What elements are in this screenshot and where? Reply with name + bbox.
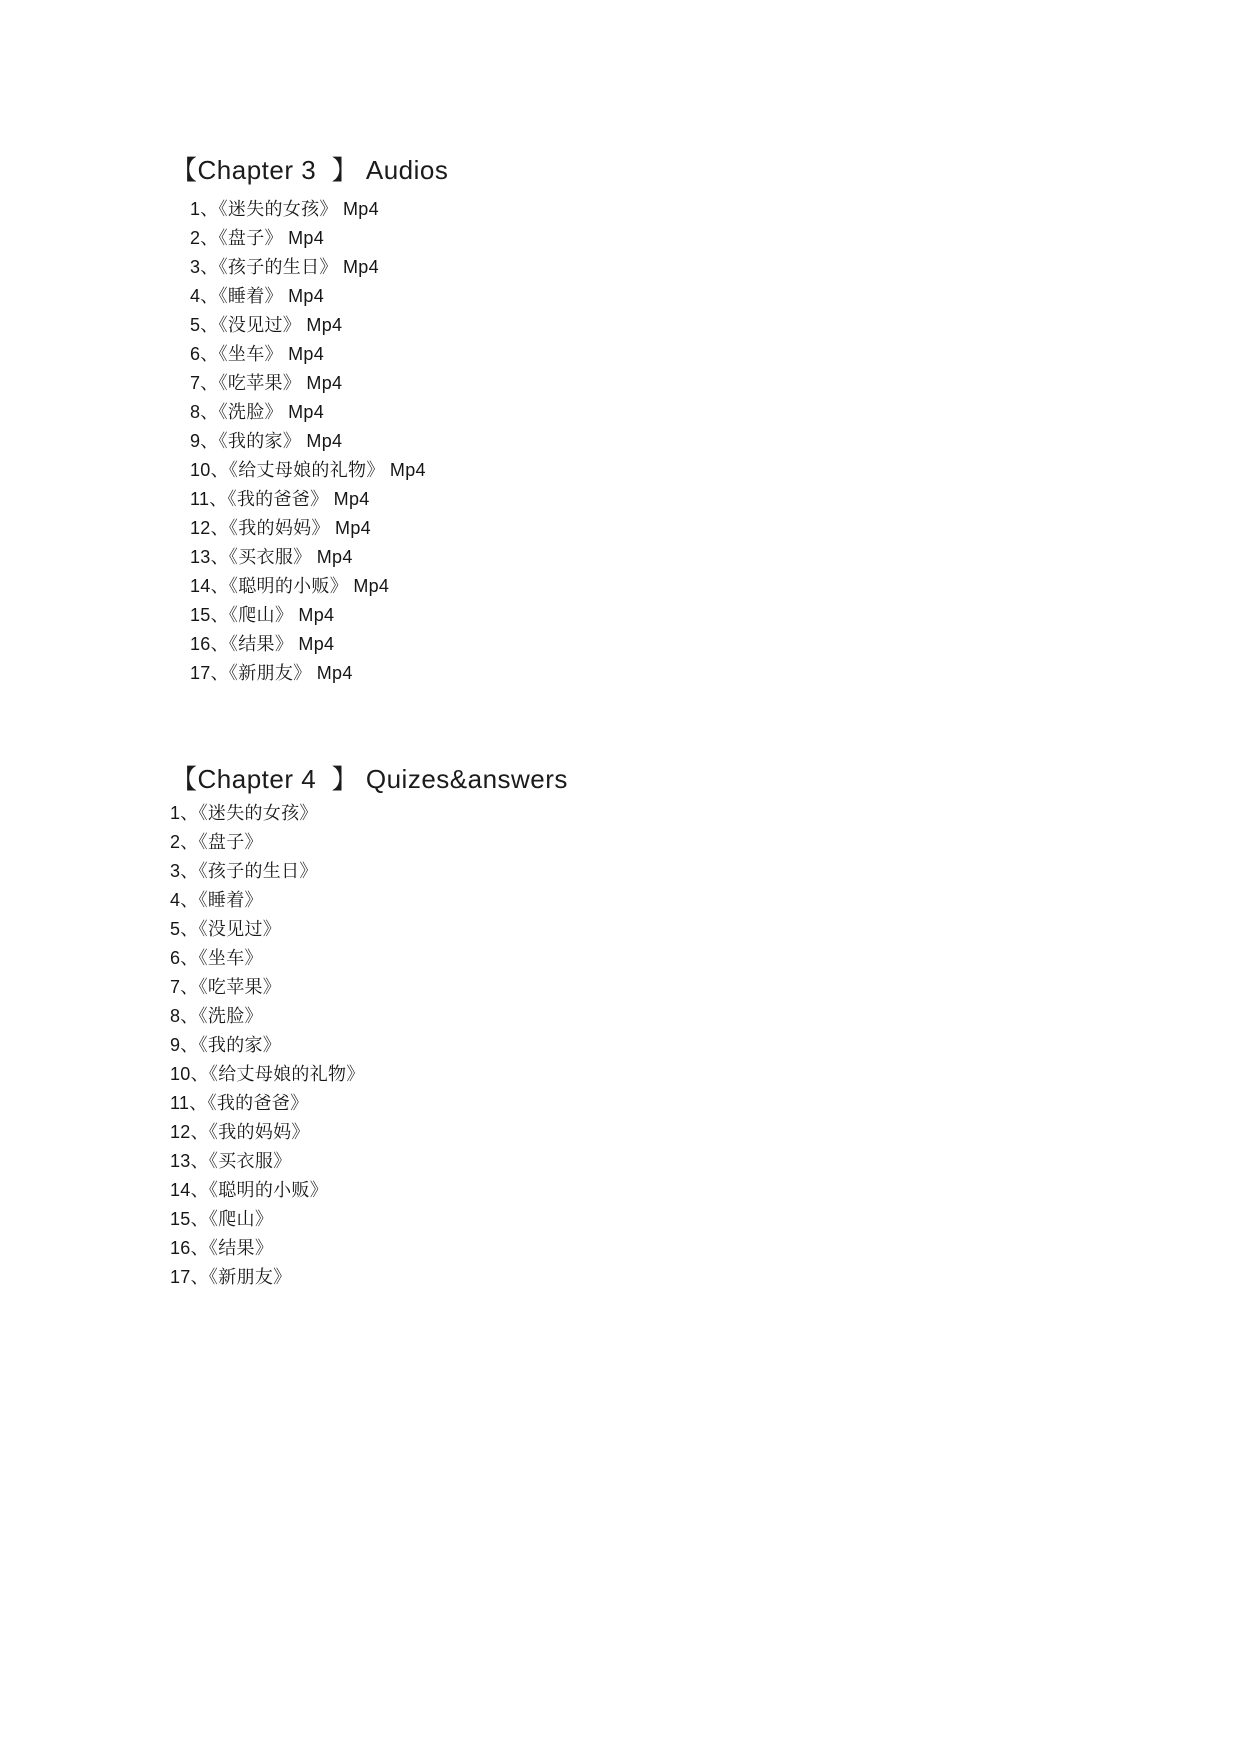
quiz-list-item: 16、《结果》 (170, 1238, 274, 1258)
quiz-list-item: 3、《孩子的生日》 (170, 861, 318, 881)
quiz-list-item: 8、《洗脸》 (170, 1006, 263, 1026)
audio-list-item: 5、《没见过》 Mp4 (190, 315, 343, 335)
quiz-list-item: 1、《迷失的女孩》 (170, 803, 318, 823)
quiz-list-item: 15、《爬山》 (170, 1209, 274, 1229)
quiz-list-item: 13、《买衣服》 (170, 1151, 292, 1171)
audio-list-item: 12、《我的妈妈》 Mp4 (190, 518, 371, 538)
quiz-list-item: 7、《吃苹果》 (170, 977, 282, 997)
quiz-list-item: 2、《盘子》 (170, 832, 263, 852)
quiz-list-item: 6、《坐车》 (170, 948, 263, 968)
audio-list-item: 8、《洗脸》 Mp4 (190, 402, 325, 422)
quiz-list-item: 12、《我的妈妈》 (170, 1122, 310, 1142)
chapter3-heading: 【Chapter 3 】 Audios (171, 155, 449, 185)
audio-list-item: 1、《迷失的女孩》 Mp4 (190, 199, 379, 219)
audio-list-item: 17、《新朋友》 Mp4 (190, 663, 353, 683)
chapter4-heading: 【Chapter 4 】 Quizes&answers (171, 764, 568, 794)
audio-list-item: 13、《买衣服》 Mp4 (190, 547, 353, 567)
chapter3-audio-list (190, 195, 426, 688)
audio-list-item: 15、《爬山》 Mp4 (190, 605, 335, 625)
audio-list-item: 7、《吃苹果》 Mp4 (190, 373, 343, 393)
audio-list-item: 10、《给丈母娘的礼物》 Mp4 (190, 460, 426, 480)
quiz-list-item: 10、《给丈母娘的礼物》 (170, 1064, 365, 1084)
audio-list-item: 3、《孩子的生日》 Mp4 (190, 257, 379, 277)
quiz-list-item: 4、《睡着》 (170, 890, 263, 910)
quiz-list-item: 11、《我的爸爸》 (170, 1093, 309, 1113)
audio-list-item: 4、《睡着》 Mp4 (190, 286, 325, 306)
quiz-list-item: 14、《聪明的小贩》 (170, 1180, 329, 1200)
audio-list-item: 16、《结果》 Mp4 (190, 634, 335, 654)
chapter4-quiz-list (170, 799, 365, 1292)
audio-list-item: 14、《聪明的小贩》 Mp4 (190, 576, 390, 596)
quiz-list-item: 9、《我的家》 (170, 1035, 282, 1055)
quiz-list-item: 5、《没见过》 (170, 919, 282, 939)
audio-list-item: 11、《我的爸爸》 Mp4 (190, 489, 370, 509)
quiz-list-item: 17、《新朋友》 (170, 1267, 292, 1287)
audio-list-item: 2、《盘子》 Mp4 (190, 228, 325, 248)
audio-list-item: 9、《我的家》 Mp4 (190, 431, 343, 451)
audio-list-item: 6、《坐车》 Mp4 (190, 344, 325, 364)
